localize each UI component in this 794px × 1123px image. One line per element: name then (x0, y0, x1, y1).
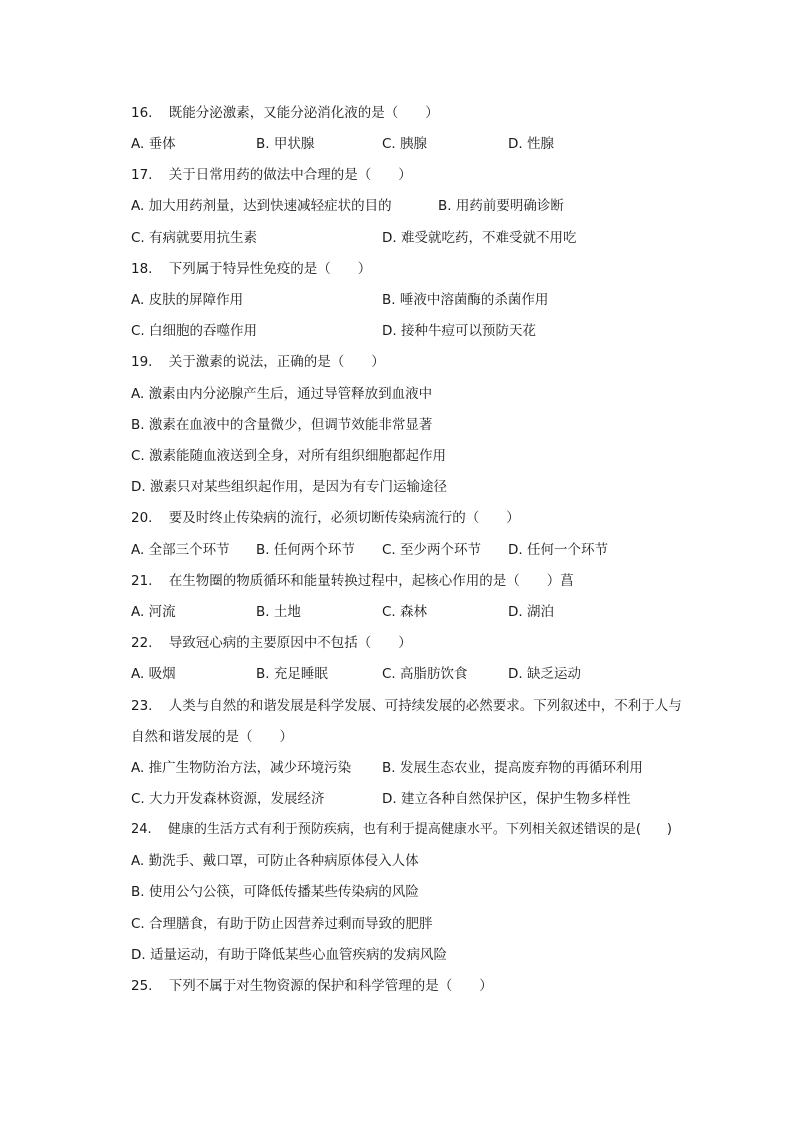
question-stem: 下列不属于对生物资源的保护和科学管理的是（ ） (168, 978, 493, 994)
option-d: D. 难受就吃药，不难受就不用吃 (382, 230, 577, 246)
question-number: 19. (131, 354, 153, 370)
option-a: A. 全部三个环节 (131, 542, 230, 558)
option-d: D. 任何一个环节 (508, 542, 608, 558)
option-a: A. 河流 (131, 604, 176, 620)
option-b: B. 土地 (256, 604, 301, 620)
option-a: A. 吸烟 (131, 666, 176, 682)
question-20 (131, 508, 520, 528)
option-a: A. 推广生物防治方法，减少环境污染 (131, 760, 352, 776)
question-stem: 健康的生活方式有利于预防疾病，也有利于提高健康水平。下列相关叙述错误的是( ) (167, 822, 672, 837)
question-number: 23. (131, 698, 153, 714)
question-number: 18. (131, 261, 153, 277)
option-b: B. 甲状腺 (256, 136, 315, 152)
option-d: D. 适量运动，有助于降低某些心血管疾病的发病风险 (131, 947, 447, 963)
question-23 (131, 696, 682, 716)
option-c: C. 大力开发森林资源，发展经济 (131, 791, 325, 807)
question-stem: 导致冠心病的主要原因中不包括（ ） (168, 635, 412, 651)
option-c: C. 激素能随血液送到全身，对所有组织细胞都起作用 (131, 448, 447, 464)
option-b: B. 任何两个环节 (256, 542, 355, 558)
option-d: D. 缺乏运动 (508, 666, 581, 682)
option-c: C. 至少两个环节 (382, 542, 482, 558)
question-number: 20. (131, 510, 153, 526)
question-number: 22. (131, 635, 153, 651)
option-c: C. 高脂肪饮食 (382, 666, 468, 682)
question-number: 25. (131, 978, 153, 994)
question-21 (131, 571, 574, 591)
question-number: 16. (131, 105, 153, 121)
question-25 (131, 976, 493, 996)
question-stem: 人类与自然的和谐发展是科学发展、可持续发展的必然要求。下列叙述中，不利于人与 (168, 698, 682, 714)
question-number: 21. (131, 573, 153, 589)
option-b: B. 用药前要明确诊断 (438, 198, 564, 214)
option-c: C. 森林 (382, 604, 428, 620)
option-d: D. 湖泊 (508, 604, 554, 620)
option-b: B. 唾液中溶菌酶的杀菌作用 (382, 292, 549, 308)
question-19 (131, 352, 385, 372)
question-number: 17. (131, 167, 153, 183)
question-17 (131, 165, 412, 185)
option-c: C. 合理膳食，有助于防止因营养过剩而导致的肥胖 (131, 916, 433, 932)
question-stem: 要及时终止传染病的流行，必须切断传染病流行的（ ） (168, 510, 520, 526)
option-c: C. 有病就要用抗生素 (131, 230, 258, 246)
question-18 (131, 259, 371, 279)
question-number: 24. (131, 822, 152, 837)
option-a: A. 激素由内分泌腺产生后，通过导管释放到血液中 (131, 386, 433, 402)
option-a: A. 加大用药剂量，达到快速减轻症状的目的 (131, 198, 392, 214)
question-16 (131, 103, 439, 123)
question-stem-continued: 自然和谐发展的是（ ） (131, 729, 293, 745)
question-stem: 下列属于特异性免疫的是（ ） (168, 261, 372, 277)
option-a: A. 皮肤的屏障作用 (131, 292, 244, 308)
option-a: A. 勤洗手、戴口罩，可防止各种病原体侵入人体 (131, 853, 419, 869)
option-d: D. 建立各种自然保护区，保护生物多样性 (382, 791, 631, 807)
option-c: C. 胰腺 (382, 136, 428, 152)
question-stem: 关于激素的说法，正确的是（ ） (168, 354, 385, 370)
question-stem: 既能分泌激素，又能分泌消化液的是（ ） (168, 105, 439, 121)
option-b: B. 充足睡眠 (256, 666, 328, 682)
option-b: B. 激素在血液中的含量微少，但调节效能非常显著 (131, 417, 433, 433)
option-c: C. 白细胞的吞噬作用 (131, 323, 258, 339)
option-d: D. 性腺 (508, 136, 554, 152)
question-stem: 关于日常用药的做法中合理的是（ ） (168, 167, 412, 183)
option-d: D. 激素只对某些组织起作用，是因为有专门运输途径 (131, 479, 447, 495)
option-d: D. 接种牛痘可以预防天花 (382, 323, 536, 339)
option-a: A. 垂体 (131, 136, 176, 152)
question-stem: 在生物圈的物质循环和能量转换过程中，起核心作用的是（ ）菖 (168, 573, 574, 589)
question-24 (131, 820, 672, 840)
option-b: B. 使用公勺公筷，可降低传播某些传染病的风险 (131, 884, 419, 900)
option-b: B. 发展生态农业，提高废弃物的再循环利用 (382, 760, 643, 776)
question-22 (131, 633, 412, 653)
